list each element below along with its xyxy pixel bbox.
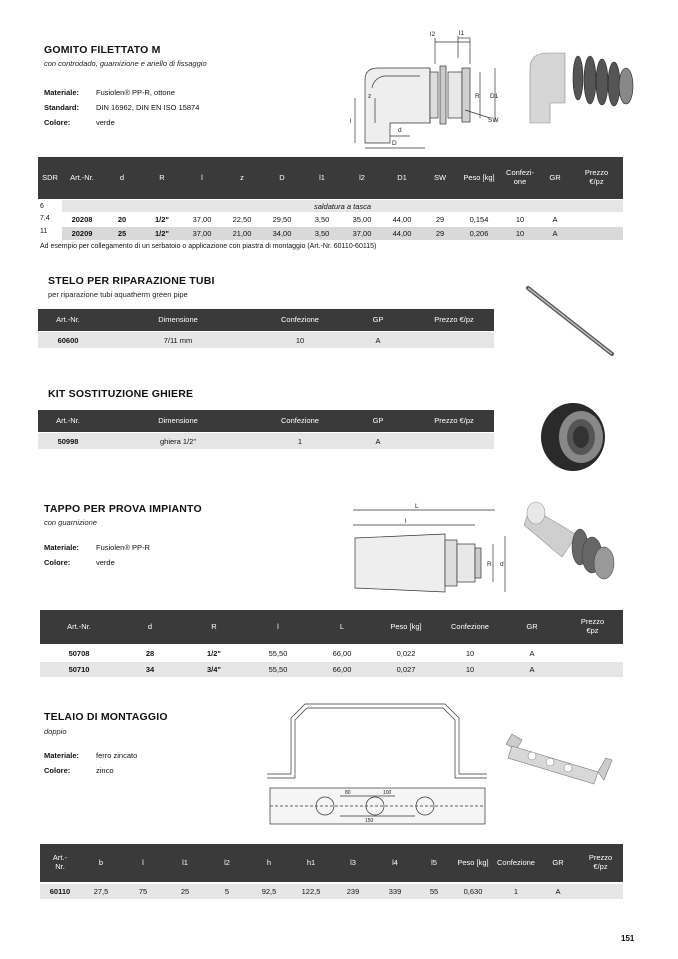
cell: 35,00 bbox=[352, 215, 372, 224]
dim-L: L bbox=[415, 503, 419, 510]
dim-SW: SW bbox=[488, 117, 499, 124]
dim-D: D bbox=[392, 140, 397, 147]
col-gr: GR bbox=[526, 621, 538, 631]
col-prezzo: Prezzo €/pz bbox=[588, 853, 613, 871]
cell: 1 bbox=[513, 887, 519, 896]
col-gp: GP bbox=[372, 415, 384, 425]
page-number: 151 bbox=[621, 934, 635, 943]
cell: 5 bbox=[224, 887, 230, 896]
section5-table-header bbox=[40, 844, 623, 882]
elbow-technical-drawing bbox=[350, 28, 520, 148]
test-plug-product-image bbox=[522, 495, 622, 585]
cell: 27,5 bbox=[93, 887, 109, 896]
cell: 37,00 bbox=[352, 229, 372, 238]
cell: 339 bbox=[388, 887, 402, 896]
cell: 44,00 bbox=[392, 229, 412, 238]
sdr-value: 7,4 bbox=[40, 215, 50, 222]
cell: 66,00 bbox=[332, 665, 352, 674]
col-art-nr: Art.-Nr. bbox=[56, 415, 80, 425]
cell: 50998 bbox=[57, 436, 79, 446]
cell: 20208 bbox=[71, 215, 93, 224]
cell: 1/2" bbox=[155, 215, 169, 224]
cell: A bbox=[552, 229, 558, 238]
cell: 66,00 bbox=[332, 649, 352, 658]
col-gr: GR bbox=[549, 172, 561, 182]
col-prezzo: Prezzo €pz bbox=[580, 617, 605, 635]
nut-kit-image bbox=[535, 395, 610, 475]
section1-note: Ad esempio per collegamento di un serbatoio o applicazione con piastra di montaggio (Art.-Nr. 60110-60115) bbox=[40, 243, 377, 250]
dim-l2: l2 bbox=[430, 31, 436, 38]
col-z: z bbox=[240, 172, 244, 182]
table-row bbox=[38, 332, 494, 348]
dim-R: R bbox=[475, 93, 480, 100]
cell: 10 bbox=[515, 215, 525, 224]
spec-key: Materiale: bbox=[44, 751, 80, 760]
table-row bbox=[40, 662, 623, 677]
cell: 10 bbox=[515, 229, 525, 238]
spec-value: verde bbox=[96, 558, 115, 567]
col-peso: Peso [kg] bbox=[457, 857, 489, 867]
cell: 55 bbox=[429, 887, 439, 896]
cell: 7/11 mm bbox=[163, 335, 193, 345]
cell: 29,50 bbox=[272, 215, 292, 224]
cell: 29 bbox=[435, 229, 445, 238]
col-b: b bbox=[98, 857, 104, 867]
section1-table-header bbox=[38, 157, 623, 199]
col-confezione: Confezione bbox=[451, 621, 489, 631]
cell: 10 bbox=[465, 649, 475, 658]
spec-key: Colore: bbox=[44, 766, 71, 775]
col-gp: GP bbox=[372, 314, 384, 324]
section5-title: TELAIO DI MONTAGGIO bbox=[44, 711, 168, 723]
col-prezzo: Prezzo €/pz bbox=[434, 415, 474, 425]
col-l: l bbox=[277, 621, 279, 631]
col-l1: l1 bbox=[319, 172, 325, 182]
spec-key: Materiale: bbox=[44, 88, 80, 97]
dim-80: 80 bbox=[345, 790, 351, 796]
col-l4: l4 bbox=[392, 857, 398, 867]
cell: A bbox=[529, 649, 535, 658]
mounting-frame-product-image bbox=[502, 730, 617, 790]
table-row bbox=[62, 213, 623, 226]
cell: 25 bbox=[117, 229, 127, 238]
subheader-text: saldatura a tasca bbox=[313, 201, 372, 211]
cell: 3,50 bbox=[314, 229, 330, 238]
section4-table-header bbox=[40, 610, 623, 644]
section3-title: KIT SOSTITUZIONE GHIERE bbox=[48, 388, 194, 400]
col-peso: Peso [kg] bbox=[390, 621, 422, 631]
col-R: R bbox=[211, 621, 217, 631]
section5-specs bbox=[44, 751, 137, 775]
test-plug-technical-drawing bbox=[345, 500, 515, 600]
col-confezione: Confezione bbox=[497, 857, 535, 867]
spec-value: Fusiolen® PP-R bbox=[96, 543, 150, 552]
col-gr: GR bbox=[552, 857, 564, 867]
cell: 50708 bbox=[68, 649, 90, 658]
cell: 22,50 bbox=[232, 215, 252, 224]
col-art-nr: Art.-Nr. bbox=[67, 621, 91, 631]
col-peso: Peso [kg] bbox=[463, 172, 495, 182]
spec-value: zinco bbox=[96, 766, 114, 775]
col-l5: l5 bbox=[431, 857, 437, 867]
cell: 1 bbox=[297, 436, 303, 446]
cell: 0,206 bbox=[469, 229, 489, 238]
col-R: R bbox=[159, 172, 165, 182]
cell: A bbox=[552, 215, 558, 224]
cell: 37,00 bbox=[192, 229, 212, 238]
col-l: l bbox=[142, 857, 144, 867]
cell: 92,5 bbox=[261, 887, 277, 896]
cell: 55,50 bbox=[268, 665, 288, 674]
cell: 60110 bbox=[49, 887, 71, 896]
cell: 0,630 bbox=[463, 887, 483, 896]
sdr-value: 6 bbox=[40, 203, 44, 210]
col-art-nr: Art.-Nr. bbox=[70, 172, 94, 182]
col-SW: SW bbox=[433, 172, 447, 182]
col-prezzo: Prezzo €/pz bbox=[584, 168, 609, 186]
dim-l: l bbox=[350, 118, 352, 125]
cell: 10 bbox=[295, 335, 305, 345]
cell: 21,00 bbox=[232, 229, 252, 238]
repair-rod-image bbox=[520, 282, 620, 362]
dim-l: l bbox=[405, 518, 407, 525]
spec-value: DIN 16962, DIN EN ISO 15874 bbox=[96, 103, 200, 112]
dim-l1: l1 bbox=[459, 30, 465, 37]
col-D1: D1 bbox=[397, 172, 407, 182]
section1-title: GOMITO FILETTATO M bbox=[44, 44, 161, 56]
section1-subtitle: con controdado, guarnizione e anello di fissaggio bbox=[44, 59, 207, 68]
section2-table-header bbox=[38, 309, 494, 331]
cell: 0,022 bbox=[396, 649, 416, 658]
sdr-value: 11 bbox=[40, 228, 48, 235]
section4-subtitle: con guarnizione bbox=[44, 518, 97, 527]
cell: 28 bbox=[145, 649, 155, 658]
spec-key: Materiale: bbox=[44, 543, 80, 552]
subheader-row bbox=[62, 200, 623, 212]
dim-100: 100 bbox=[383, 790, 392, 796]
cell: 34,00 bbox=[272, 229, 292, 238]
cell: 60600 bbox=[57, 335, 79, 345]
section5-subtitle: doppio bbox=[44, 727, 67, 736]
cell: 50710 bbox=[68, 665, 90, 674]
table-row bbox=[62, 227, 623, 240]
col-l3: l3 bbox=[350, 857, 356, 867]
cell: 29 bbox=[435, 215, 445, 224]
section4-specs bbox=[44, 543, 150, 567]
cell: 20 bbox=[117, 215, 127, 224]
col-h: h bbox=[266, 857, 272, 867]
spec-key: Colore: bbox=[44, 558, 71, 567]
col-D: D bbox=[279, 172, 285, 182]
col-art-nr: Art.-Nr. bbox=[56, 314, 80, 324]
cell: 1/2" bbox=[207, 649, 221, 658]
cell: 25 bbox=[180, 887, 190, 896]
spec-value: ferro zincato bbox=[96, 751, 138, 760]
cell: 122,5 bbox=[301, 887, 321, 896]
cell: 55,50 bbox=[268, 649, 288, 658]
col-confezione: Confezione bbox=[281, 314, 319, 324]
cell: 75 bbox=[138, 887, 148, 896]
col-l2: l2 bbox=[224, 857, 230, 867]
col-d: d bbox=[147, 621, 153, 631]
dim-150: 150 bbox=[365, 818, 374, 824]
col-l1: l1 bbox=[182, 857, 188, 867]
dim-z: z bbox=[368, 93, 372, 100]
dim-d: d bbox=[500, 561, 504, 568]
spec-key: Colore: bbox=[44, 118, 71, 127]
cell: 3/4" bbox=[207, 665, 221, 674]
col-dimensione: Dimensione bbox=[158, 314, 198, 324]
section3-table-header bbox=[38, 410, 494, 432]
spec-value: verde bbox=[96, 118, 115, 127]
col-h1: h1 bbox=[306, 857, 316, 867]
cell: ghiera 1/2" bbox=[159, 436, 197, 446]
cell: 239 bbox=[346, 887, 360, 896]
elbow-product-image bbox=[520, 48, 640, 128]
cell: 34 bbox=[145, 665, 155, 674]
dim-D1: D1 bbox=[490, 93, 499, 100]
cell: 0,154 bbox=[469, 215, 489, 224]
col-l2: l2 bbox=[359, 172, 365, 182]
section1-specs bbox=[44, 88, 199, 127]
mounting-frame-technical-drawing bbox=[265, 700, 495, 840]
col-l: l bbox=[201, 172, 203, 182]
col-dimensione: Dimensione bbox=[158, 415, 198, 425]
cell: 3,50 bbox=[314, 215, 330, 224]
col-sdr: SDR bbox=[42, 172, 58, 182]
col-confezione: Confezione bbox=[281, 415, 319, 425]
dim-d: d bbox=[398, 127, 402, 134]
col-L: L bbox=[339, 621, 345, 631]
col-confezione: Confezi- one bbox=[506, 168, 534, 186]
col-d: d bbox=[119, 172, 125, 182]
spec-key: Standard: bbox=[44, 103, 80, 112]
cell: A bbox=[375, 335, 381, 345]
cell: 37,00 bbox=[192, 215, 212, 224]
cell: A bbox=[555, 887, 561, 896]
table-row bbox=[38, 433, 494, 449]
cell: A bbox=[529, 665, 535, 674]
col-prezzo: Prezzo €/pz bbox=[434, 314, 474, 324]
cell: 10 bbox=[465, 665, 475, 674]
cell: 20209 bbox=[71, 229, 93, 238]
cell: 1/2" bbox=[155, 229, 169, 238]
table-row bbox=[40, 884, 623, 899]
section2-title: STELO PER RIPARAZIONE TUBI bbox=[48, 275, 215, 287]
cell: 44,00 bbox=[392, 215, 412, 224]
table-row bbox=[40, 646, 623, 661]
cell: 0,027 bbox=[396, 665, 416, 674]
col-art-nr: Art.- Nr. bbox=[52, 853, 68, 871]
dim-R: R bbox=[487, 561, 492, 568]
section2-subtitle: per riparazione tubi aquatherm green pipe bbox=[48, 290, 188, 299]
cell: A bbox=[375, 436, 381, 446]
section4-title: TAPPO PER PROVA IMPIANTO bbox=[44, 503, 202, 515]
spec-value: Fusiolen® PP-R, ottone bbox=[96, 88, 175, 97]
